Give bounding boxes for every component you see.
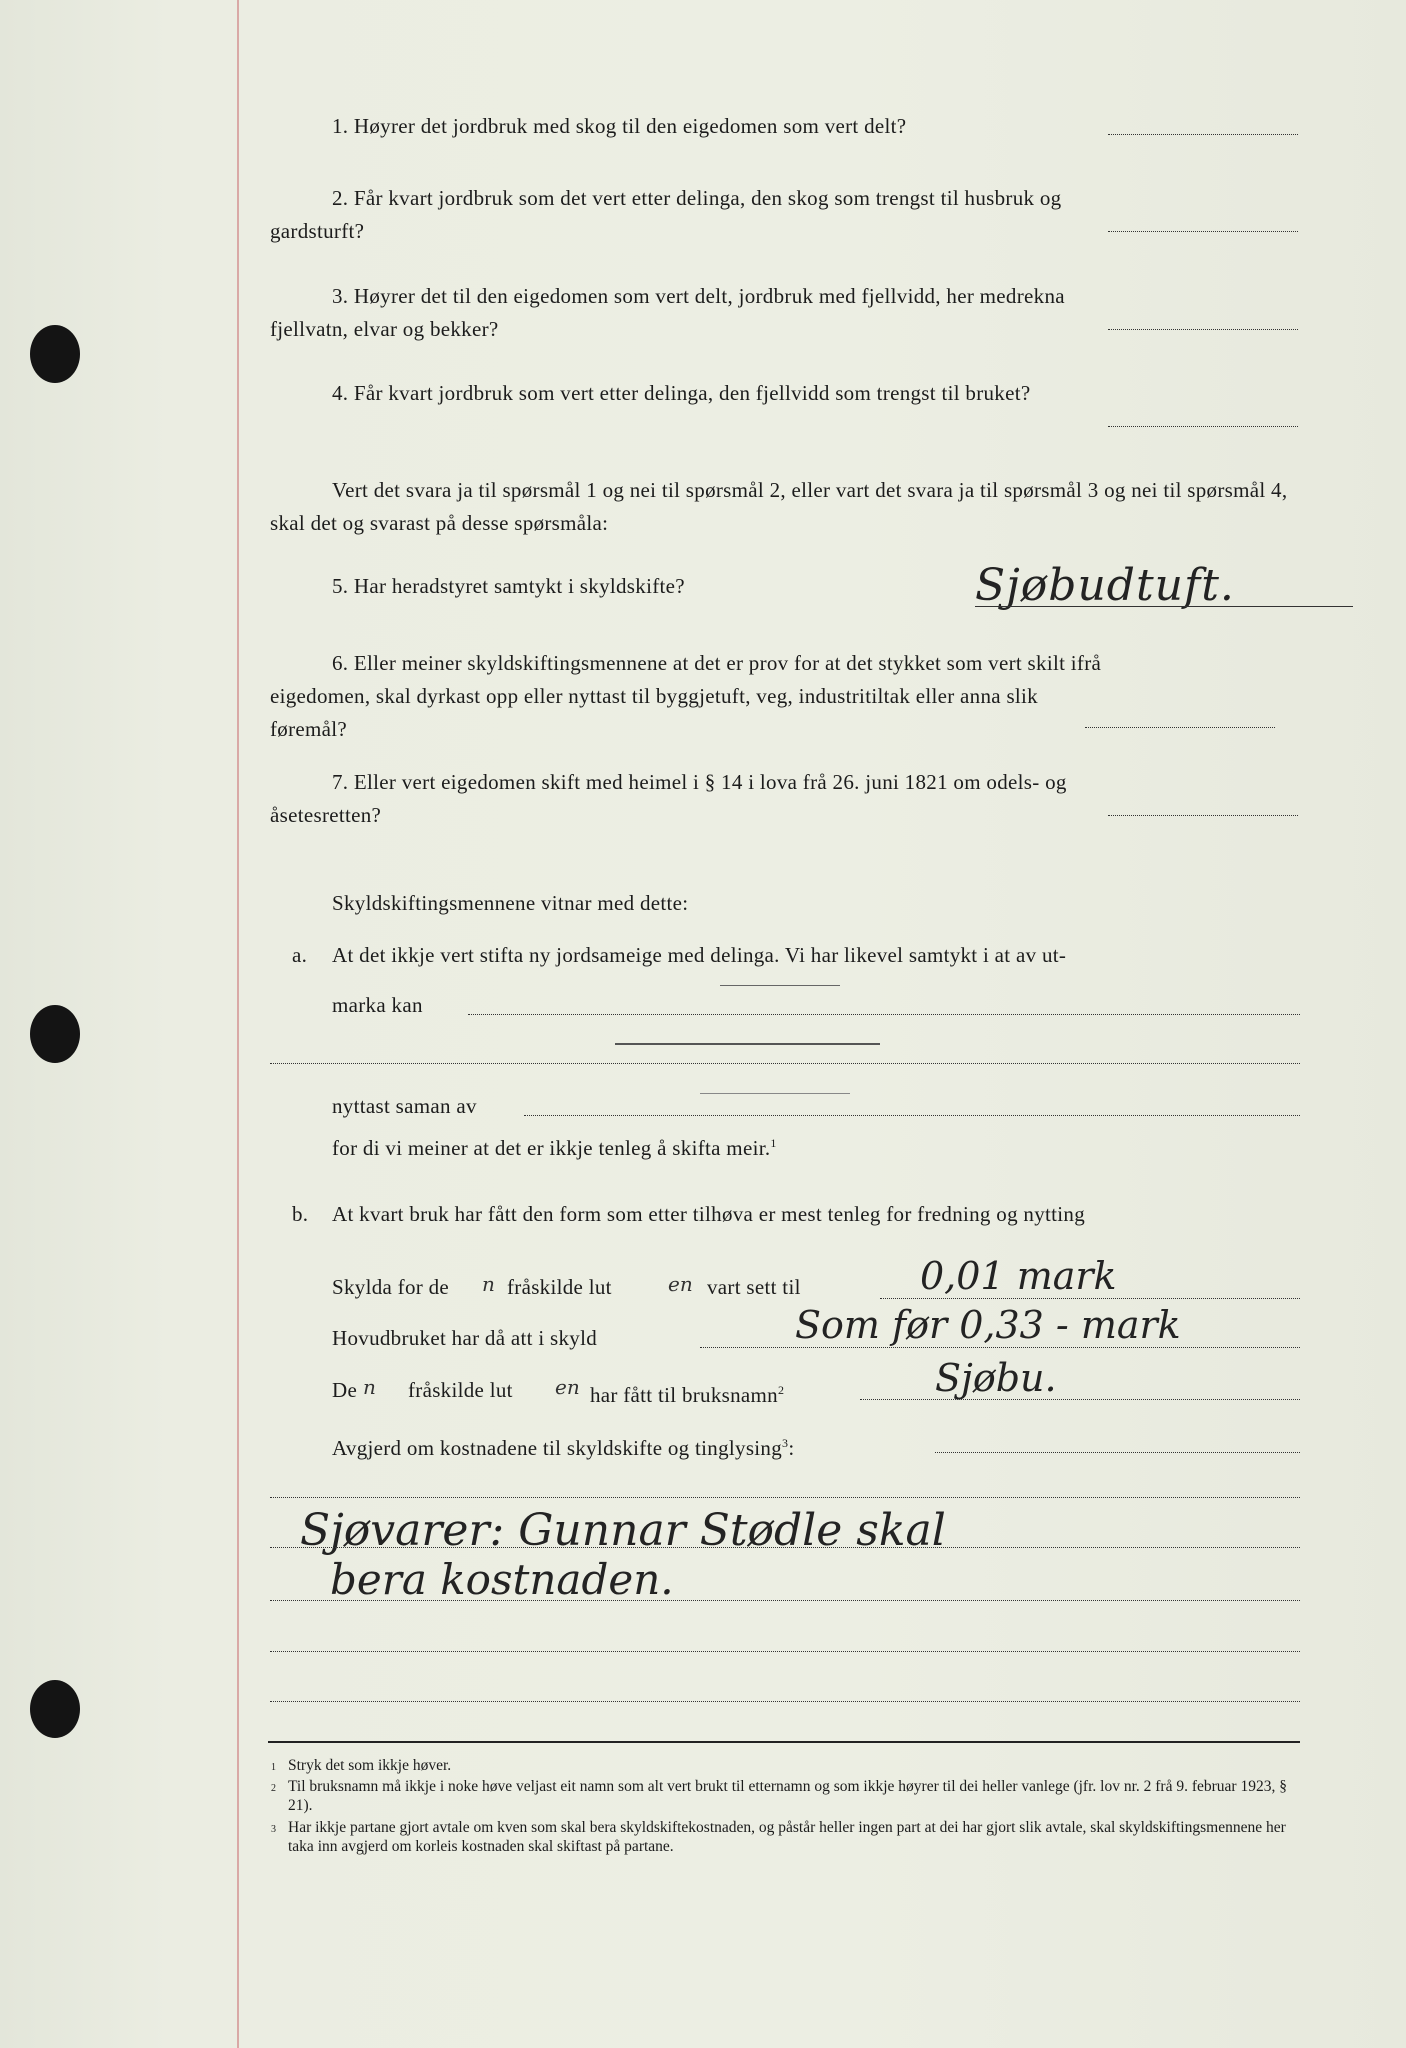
- instruction-text: Vert det svara ja til spørsmål 1 og nei til spørsmål 2, eller vart det svara ja til spørsmål 3 og nei til spørsmål 4, skal det og svarast på desse spørsmåla:: [270, 478, 1288, 535]
- punch-hole-top: [30, 325, 80, 383]
- item-b-text: At kvart bruk har fått den form som etter tilhøva er mest tenleg for fredning og nytting: [332, 1202, 1086, 1226]
- punch-hole-middle: [30, 1005, 80, 1063]
- footnote-1-text: Stryk det som ikkje høver.: [288, 1757, 452, 1774]
- item-a-marker: a.: [292, 943, 308, 967]
- skylda-label-1: Skylda for de: [332, 1275, 450, 1299]
- witness-intro: Skyldskiftingsmennene vitnar med dette:: [332, 891, 689, 915]
- item-a-last-text: for di vi meiner at det er ikkje tenleg å skifta meir.: [332, 1136, 771, 1160]
- footnote-ref-1: 1: [770, 1136, 777, 1150]
- question-2: [270, 182, 1110, 248]
- footnote-ref-3: 3: [782, 1436, 789, 1450]
- item-a-nyttast-label: nyttast saman av: [332, 1094, 477, 1118]
- footnote-3-text: Har ikkje partane gjort avtale om kven som skal bera skyldskiftekostnaden, og påstår heller ingen part at dei har gjort slik avtale, skal skyldskiftingsmennene her taka inn avgjerd om korleis kostnaden skal skiftast på partane.: [288, 1819, 1286, 1855]
- avgjerd-handwritten-2: bera kostnaden.: [330, 1555, 674, 1604]
- question-7-text: 7. Eller vert eigedomen skift med heimel i § 14 i lova frå 26. juni 1821 om odels- og åsetesretten?: [270, 770, 1067, 827]
- utmarka-line-2[interactable]: [270, 1063, 1300, 1064]
- footnote-2-number: 2: [271, 1783, 276, 1794]
- footnote-1: [271, 1756, 1303, 1775]
- avgjerd-label-text: Avgjerd om kostnadene til skyldskifte og tinglysing: [332, 1436, 783, 1460]
- item-b-marker: b.: [292, 1202, 309, 1226]
- avgjerd-line-2[interactable]: [270, 1547, 1300, 1548]
- question-1-text: 1. Høyrer det jordbruk med skog til den eigedomen som vert delt?: [332, 114, 907, 138]
- bruksnamn-label-1: De: [332, 1378, 358, 1402]
- avgjerd-line-3[interactable]: [270, 1600, 1300, 1601]
- bruksnamn-label-2: fråskilde lut: [408, 1378, 513, 1402]
- handwritten-en-2: en: [555, 1375, 580, 1399]
- question-4-text: 4. Får kvart jordbruk som vert etter delinga, den fjellvidd som trengst til bruket?: [332, 381, 1031, 405]
- avgjerd-line-1[interactable]: [270, 1497, 1300, 1498]
- hovudbruk-line[interactable]: [700, 1347, 1300, 1348]
- skylda-value-handwritten: 0,01 mark: [920, 1254, 1117, 1298]
- bruksnamn-label-3: [590, 1374, 784, 1412]
- answer-6-line[interactable]: [1085, 727, 1275, 728]
- question-2-text: 2. Får kvart jordbruk som det vert etter delinga, den skog som trengst til husbruk og gardsturft?: [270, 186, 1062, 243]
- skylda-line[interactable]: [880, 1298, 1300, 1299]
- question-3-text: 3. Høyrer det til den eigedomen som vert delt, jordbruk med fjellvidd, her medrekna fjellvatn, elvar og bekker?: [270, 284, 1065, 341]
- margin-line: [237, 0, 239, 2048]
- bruksnamn-line[interactable]: [860, 1399, 1300, 1400]
- item-a-last-line: [332, 1127, 777, 1165]
- question-6-text: 6. Eller meiner skyldskiftingsmennene at det er prov for at det stykket som vert skilt ifrå eigedomen, skal dyrkast opp eller nyttast til byggjetuft, veg, industritiltak eller anna slik føremål?: [270, 651, 1102, 741]
- question-4: [270, 377, 1110, 410]
- answer-7-line[interactable]: [1108, 815, 1298, 816]
- answer-1-line[interactable]: [1108, 134, 1298, 135]
- strike-mark-1: [720, 985, 840, 986]
- answer-3-line[interactable]: [1108, 329, 1298, 330]
- hovudbruk-label: Hovudbruket har då att i skyld: [332, 1326, 598, 1350]
- item-a-text: At det ikkje vert stifta ny jordsameige med delinga. Vi har likevel samtykt i at av ut-: [332, 943, 1067, 967]
- footnote-2-text: Til bruksnamn må ikkje i noke høve veljast eit namn som alt vert brukt til etternamn og som ikkje høyrer til dei heller vanlege (jfr. lov nr. 2 frå 9. februar 1923, § 21).: [288, 1778, 1287, 1814]
- footnote-2: [271, 1777, 1303, 1815]
- avgjerd-handwritten-1: Sjøvarer: Gunnar Stødle skal: [300, 1505, 946, 1556]
- footnote-ref-2: 2: [777, 1383, 785, 1397]
- skylda-label-2: fråskilde lut: [507, 1275, 612, 1299]
- skylda-label-3: vart sett til: [707, 1275, 801, 1299]
- handwritten-n-1: n: [482, 1272, 495, 1296]
- punch-hole-bottom: [30, 1680, 80, 1738]
- bruksnamn-value-handwritten: Sjøbu.: [935, 1356, 1057, 1400]
- question-7: [270, 766, 1110, 832]
- bruksnamn-label-3-text: har fått til bruksnamn: [590, 1383, 778, 1407]
- strike-mark-2: [615, 1043, 880, 1045]
- avgjerd-line-5[interactable]: [270, 1701, 1300, 1702]
- footnote-3: [271, 1818, 1303, 1856]
- footnote-3-number: 3: [271, 1824, 276, 1835]
- instruction-paragraph: [270, 474, 1300, 540]
- avgjerd-label: Avgjerd om kostnadene til skyldskifte og tinglysing$^3$:: [332, 1436, 795, 1460]
- question-6: [270, 647, 1110, 746]
- answer-4-line[interactable]: [1108, 426, 1298, 427]
- answer-5-line[interactable]: [975, 606, 1353, 607]
- strike-mark-3: [700, 1093, 850, 1094]
- question-5-text: 5. Har heradstyret samtykt i skyldskifte?: [332, 574, 685, 598]
- footnote-1-number: 1: [271, 1762, 276, 1773]
- avgjerd-line-4[interactable]: [270, 1651, 1300, 1652]
- answer-2-line[interactable]: [1108, 231, 1298, 232]
- question-1: [270, 110, 1110, 143]
- question-3: [270, 280, 1110, 346]
- hovudbruk-value-handwritten: Som før 0,33 - mark: [795, 1303, 1181, 1347]
- utmarka-line[interactable]: [468, 1014, 1300, 1015]
- avgjerd-line-0[interactable]: [935, 1452, 1300, 1453]
- footnote-rule: [268, 1741, 1300, 1743]
- handwritten-en-1: en: [668, 1272, 693, 1296]
- answer-5-handwritten: Sjøbudtuft.: [975, 560, 1235, 611]
- handwritten-n-2: n: [363, 1375, 376, 1399]
- nyttast-line[interactable]: [524, 1115, 1300, 1116]
- item-a-utmarka-label: marka kan: [332, 993, 423, 1017]
